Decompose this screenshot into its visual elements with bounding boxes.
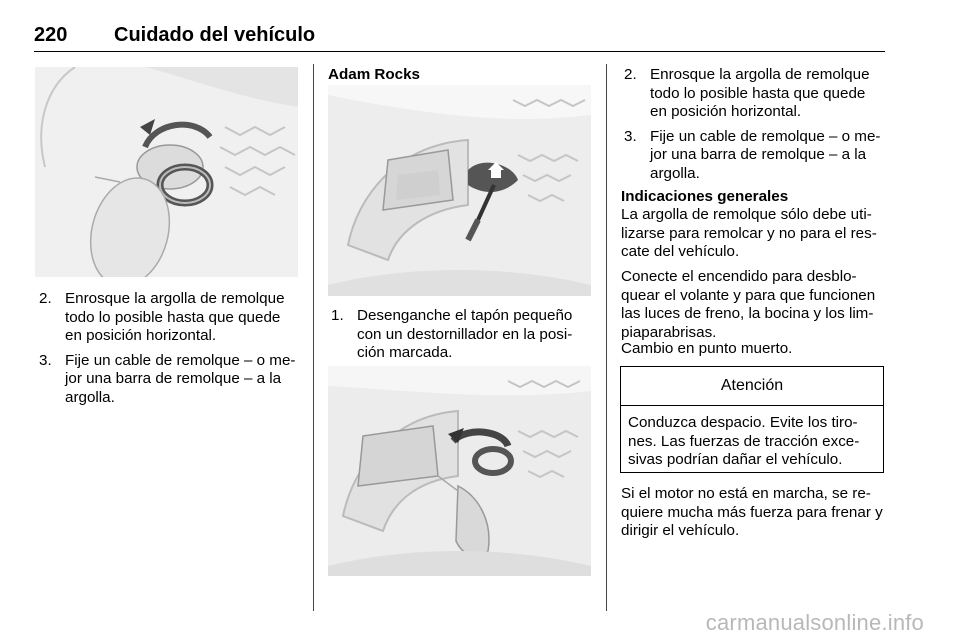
- column-divider-right: [606, 64, 607, 611]
- general-notes-text: La argolla de remolque sólo debe uti-lizarse para remolcar y no para el res-cate del vehículo.: [621, 206, 877, 260]
- step-text: Enrosque la argolla de remolque todo lo posible hasta que quede en posición horizontal.: [65, 290, 285, 344]
- list-item: [39, 352, 301, 408]
- general-notes-heading: Indicaciones generales: [621, 188, 789, 205]
- engine-off-text: Si el motor no está en marcha, se re-quiere mucha más fuerza para frenar y dirigir el vehículo.: [621, 485, 883, 539]
- list-item: [331, 307, 591, 363]
- middle-steps-list: [331, 307, 591, 369]
- caution-box: [620, 366, 884, 473]
- page-number: 220: [34, 24, 68, 46]
- tow-eye-illustration: [35, 67, 298, 277]
- step-text: Fije un cable de remolque – o me-jor una barra de remolque – a la argolla.: [650, 127, 881, 182]
- step-text: Enrosque la argolla de remolque todo lo posible hasta que quede en posición horizontal.: [650, 66, 870, 120]
- column-divider-left: [313, 64, 314, 611]
- caution-text: Conduzca despacio. Evite los tiro-nes. Las fuerzas de tracción exce-sivas podrían dañar el vehículo.: [628, 414, 860, 468]
- right-steps-list: [624, 66, 886, 189]
- list-item: [624, 66, 886, 122]
- watermark: carmanualsonline.info: [705, 610, 924, 635]
- list-item: [39, 290, 301, 346]
- caution-title: Atención: [621, 367, 883, 406]
- step-number: 3.: [624, 127, 637, 145]
- step-text: Desenganche el tapón pequeño con un destornillador en la posi-ción marcada.: [357, 307, 573, 361]
- cover-removal-illustration: [328, 85, 591, 296]
- section-heading-adam-rocks: Adam Rocks: [328, 66, 421, 83]
- ignition-text: Conecte el encendido para desblo-quear el volante y para que funcionen las luces de freno, la bocina y los lim-piaparabrisas.: [621, 268, 876, 341]
- neutral-text: Cambio en punto muerto.: [621, 340, 793, 357]
- step-number: 2.: [39, 290, 52, 307]
- left-steps-list: [39, 290, 301, 413]
- step-text: Fije un cable de remolque – o me-jor una barra de remolque – a la argolla.: [65, 351, 296, 406]
- page-header: [34, 24, 885, 52]
- list-item: [624, 128, 886, 184]
- step-number: 3.: [39, 351, 52, 369]
- step-number: 1.: [331, 307, 344, 324]
- page-title: Cuidado del vehículo: [114, 24, 316, 46]
- step-number: 2.: [624, 66, 637, 83]
- tow-eye-install-illustration: [328, 366, 591, 576]
